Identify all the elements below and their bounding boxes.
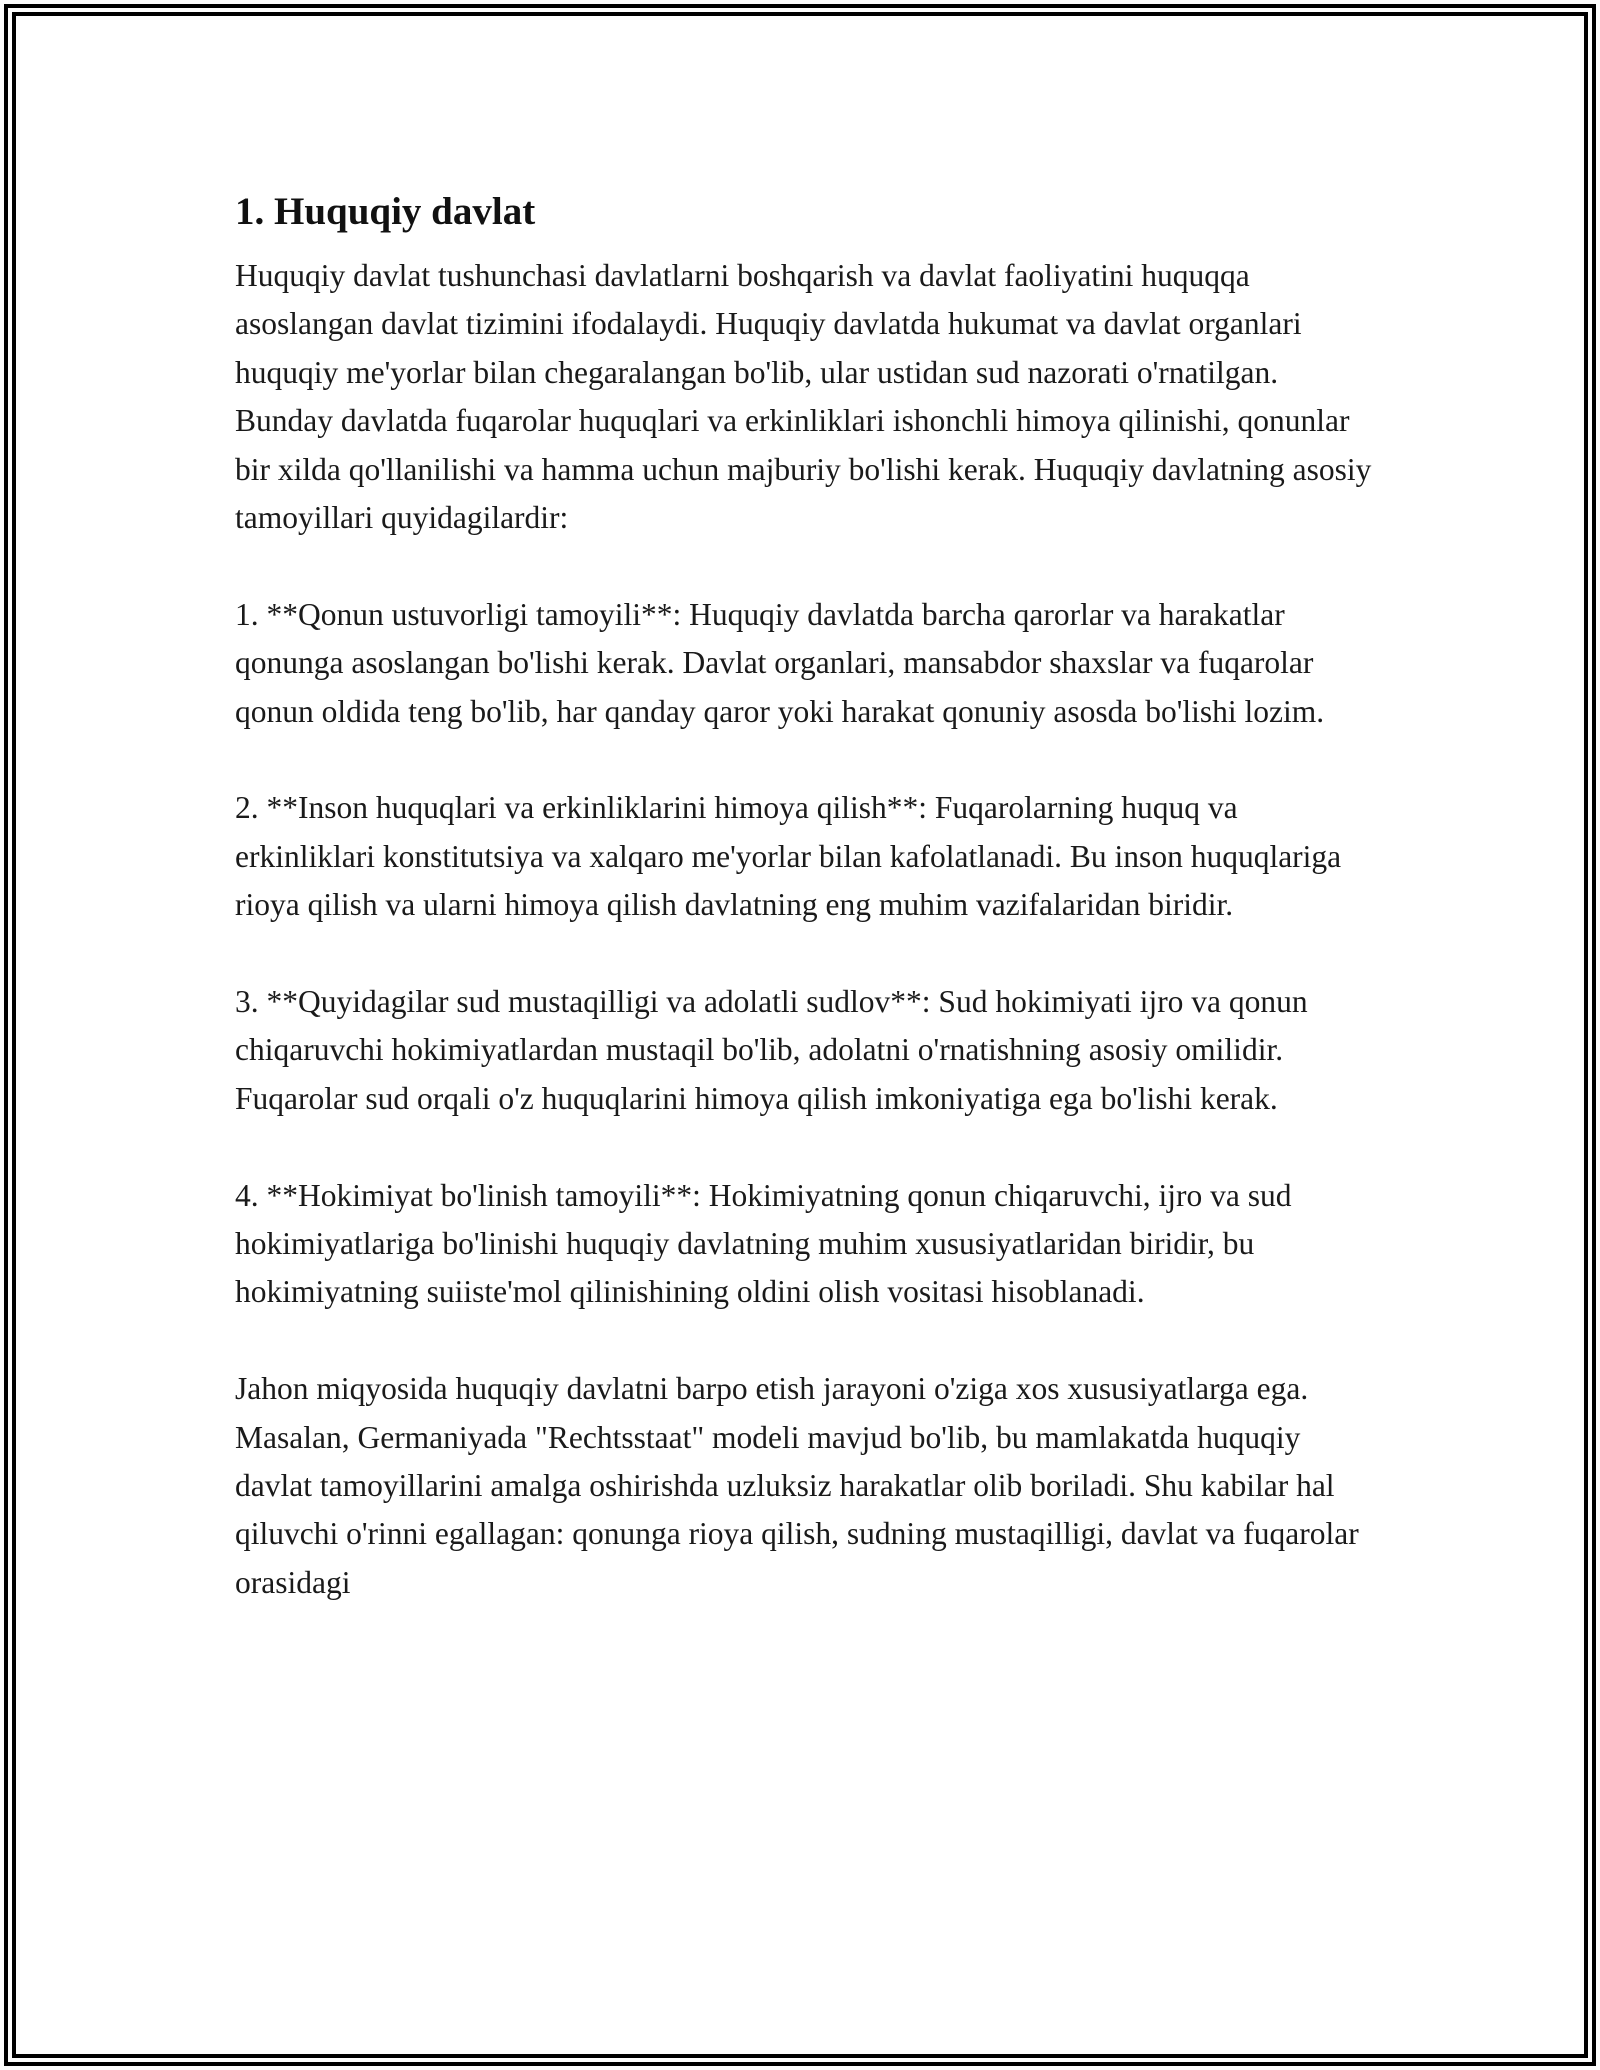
principle-judicial-independence-paragraph: 3. **Quyidagilar sud mustaqilligi va adolatli sudlov**: Sud hokimiyati ijro va qonun chiqaruvchi hokimiyatlardan mustaqil bo'lib, adolatni o'rnatishning asosiy omilidir. Fuqarolar sud orqali o'z huquqlarini himoya qilish imkoniyatiga ega bo'lishi kerak.	[235, 984, 1308, 1116]
principle-human-rights-paragraph: 2. **Inson huquqlari va erkinliklarini himoya qilish**: Fuqarolarning huquq va erkinliklari konstitutsiya va xalqaro me'yorlar bilan kafolatlanadi. Bu inson huquqlariga rioya qilish va ularni himoya qilish davlatning eng muhim vazifalaridan biridir.	[235, 790, 1342, 923]
document-body	[235, 184, 1375, 1607]
intro-paragraph: Huquqiy davlat tushunchasi davlatlarni boshqarish va davlat faoliyatini huquqqa asoslangan davlat tizimini ifodalaydi. Huquqiy davlatda hukumat va davlat organlari huquqiy me'yorlar bilan chegaralangan bo'lib, ular ustidan sud nazorati o'rnatilgan. Bunday davlatda fuqarolar huquqlari va erkinliklari ishonchli himoya qilinishi, qonunlar bir xilda qo'llanilishi va hamma uchun majburiy bo'lishi kerak. Huquqiy davlatning asosiy tamoyillari quyidagilardir:	[235, 258, 1372, 536]
world-practice-paragraph: Jahon miqyosida huquqiy davlatni barpo etish jarayoni o'ziga xos xususiyatlarga ega. Masalan, Germaniyada "Rechtsstaat" modeli mavjud bo'lib, bu mamlakatda huquqiy davlat tamoyillarini amalga oshirishda uzluksiz harakatlar olib boriladi. Shu kabilar hal qiluvchi o'rinni egallagan: qonunga rioya qilish, sudning mustaqilligi, davlat va fuqarolar orasidagi	[235, 1371, 1359, 1600]
section-heading: 1. Huquqiy davlat	[235, 190, 536, 233]
principle-separation-of-powers-paragraph: 4. **Hokimiyat bo'linish tamoyili**: Hokimiyatning qonun chiqaruvchi, ijro va sud hokimiyatlariga bo'linishi huquqiy davlatning muhim xususiyatlaridan biridir, bu hokimiyatning suiiste'mol qilinishining oldini olish vositasi hisoblanadi.	[235, 1177, 1292, 1310]
principle-rule-of-law-paragraph: 1. **Qonun ustuvorligi tamoyili**: Huquqiy davlatda barcha qarorlar va harakatlar qonunga asoslangan bo'lishi kerak. Davlat organlari, mansabdor shaxslar va fuqarolar qonun oldida teng bo'lib, har qanday qaror yoki harakat qonuniy asosda bo'lishi lozim.	[235, 596, 1325, 729]
